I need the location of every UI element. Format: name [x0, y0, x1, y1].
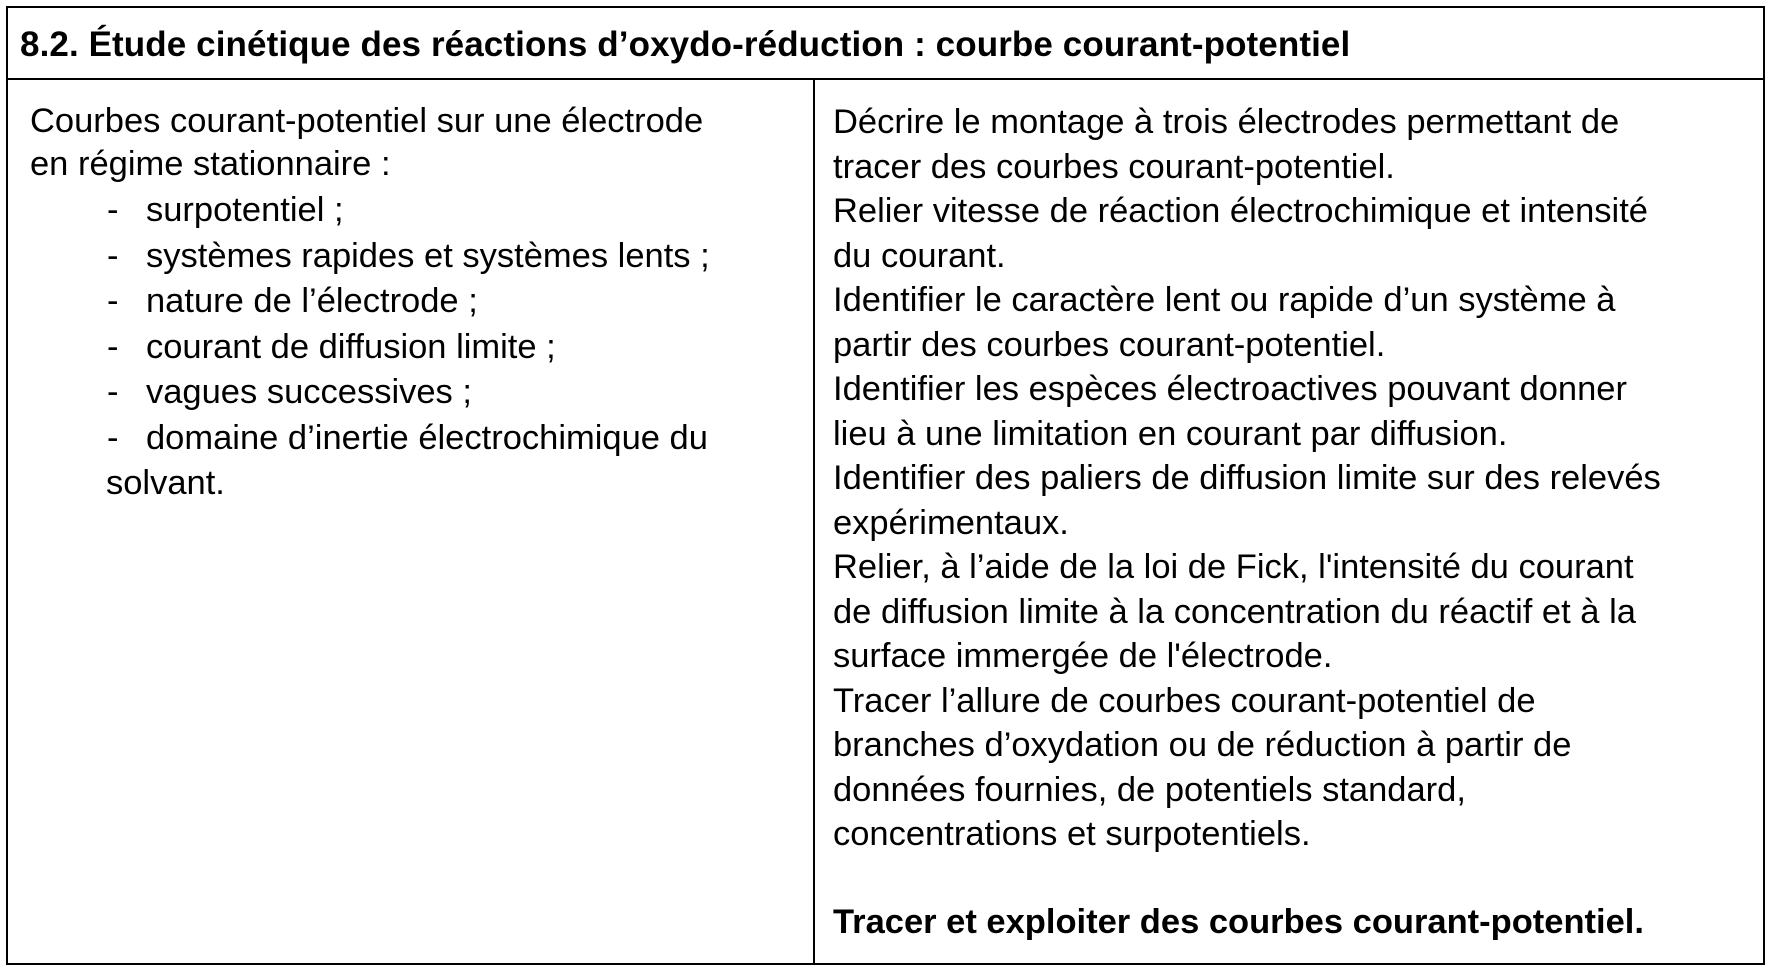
capacity-line: de diffusion limite à la concentration du réactif et à la: [833, 592, 1636, 631]
bullet-dash: -: [107, 236, 119, 275]
notions-intro-line-2: en régime stationnaire :: [30, 145, 391, 183]
capacity-line: Relier vitesse de réaction électrochimique et intensité: [833, 192, 1648, 230]
capacity-line: concentrations et surpotentiels.: [833, 815, 1311, 853]
capacity-line: expérimentaux.: [833, 503, 1069, 542]
list-item-text: vagues successives ;: [146, 373, 472, 411]
capacity-line: Relier, à l’aide de la loi de Fick, l'intensité du courant: [833, 548, 1634, 586]
notions-intro-line-1: Courbes courant-potentiel sur une électrode: [30, 102, 704, 140]
bullet-dash: -: [107, 191, 119, 229]
section-title: 8.2. Étude cinétique des réactions d’oxydo-réduction : courbe courant-potentiel: [20, 25, 1351, 64]
capacity-line: surface immergée de l'électrode.: [833, 637, 1333, 675]
list-item-continuation: solvant.: [106, 464, 225, 502]
capacity-line: partir des courbes courant-potentiel.: [833, 325, 1386, 364]
bullet-dash: -: [107, 282, 119, 320]
list-item: [30, 325, 800, 371]
capacity-line: Décrire le montage à trois électrodes permettant de: [833, 103, 1620, 141]
list-item: [30, 279, 800, 325]
list-item-text: domaine d’inertie électrochimique du: [146, 418, 708, 457]
capacities-cell: [813, 78, 1765, 965]
notions-list: [30, 188, 800, 507]
bullet-dash: -: [107, 373, 119, 411]
list-item: [30, 188, 800, 234]
capacity-line: du courant.: [833, 236, 1006, 275]
list-item-text: nature de l’électrode ;: [146, 282, 478, 320]
capacity-line: branches d’oxydation ou de réduction à partir de: [833, 726, 1572, 764]
list-item: [30, 234, 800, 280]
list-item-text: surpotentiel ;: [146, 191, 344, 229]
section-header-row: [6, 6, 1765, 80]
notions-cell: [6, 78, 815, 965]
capacities-text: [833, 100, 1753, 857]
capacity-line: Identifier des paliers de diffusion limite sur des relevés: [833, 459, 1661, 497]
capacity-line: Identifier le caractère lent ou rapide d’un système à: [833, 281, 1616, 319]
list-item: [30, 370, 800, 416]
capacity-line: tracer des courbes courant-potentiel.: [833, 147, 1395, 186]
capacity-line: données fournies, de potentiels standard,: [833, 770, 1466, 809]
bullet-dash: -: [107, 418, 119, 457]
list-item-text: systèmes rapides et systèmes lents ;: [146, 236, 710, 275]
capacity-line: lieu à une limitation en courant par diffusion.: [833, 414, 1508, 453]
capacity-line: Tracer l’allure de courbes courant-potentiel de: [833, 681, 1536, 720]
final-objective: Tracer et exploiter des courbes courant-potentiel.: [833, 903, 1644, 941]
bullet-dash: -: [107, 327, 119, 366]
list-item-text: courant de diffusion limite ;: [146, 327, 556, 366]
notions-intro: [30, 100, 800, 186]
capacity-line: Identifier les espèces électroactives pouvant donner: [833, 370, 1627, 408]
list-item: [30, 416, 800, 507]
